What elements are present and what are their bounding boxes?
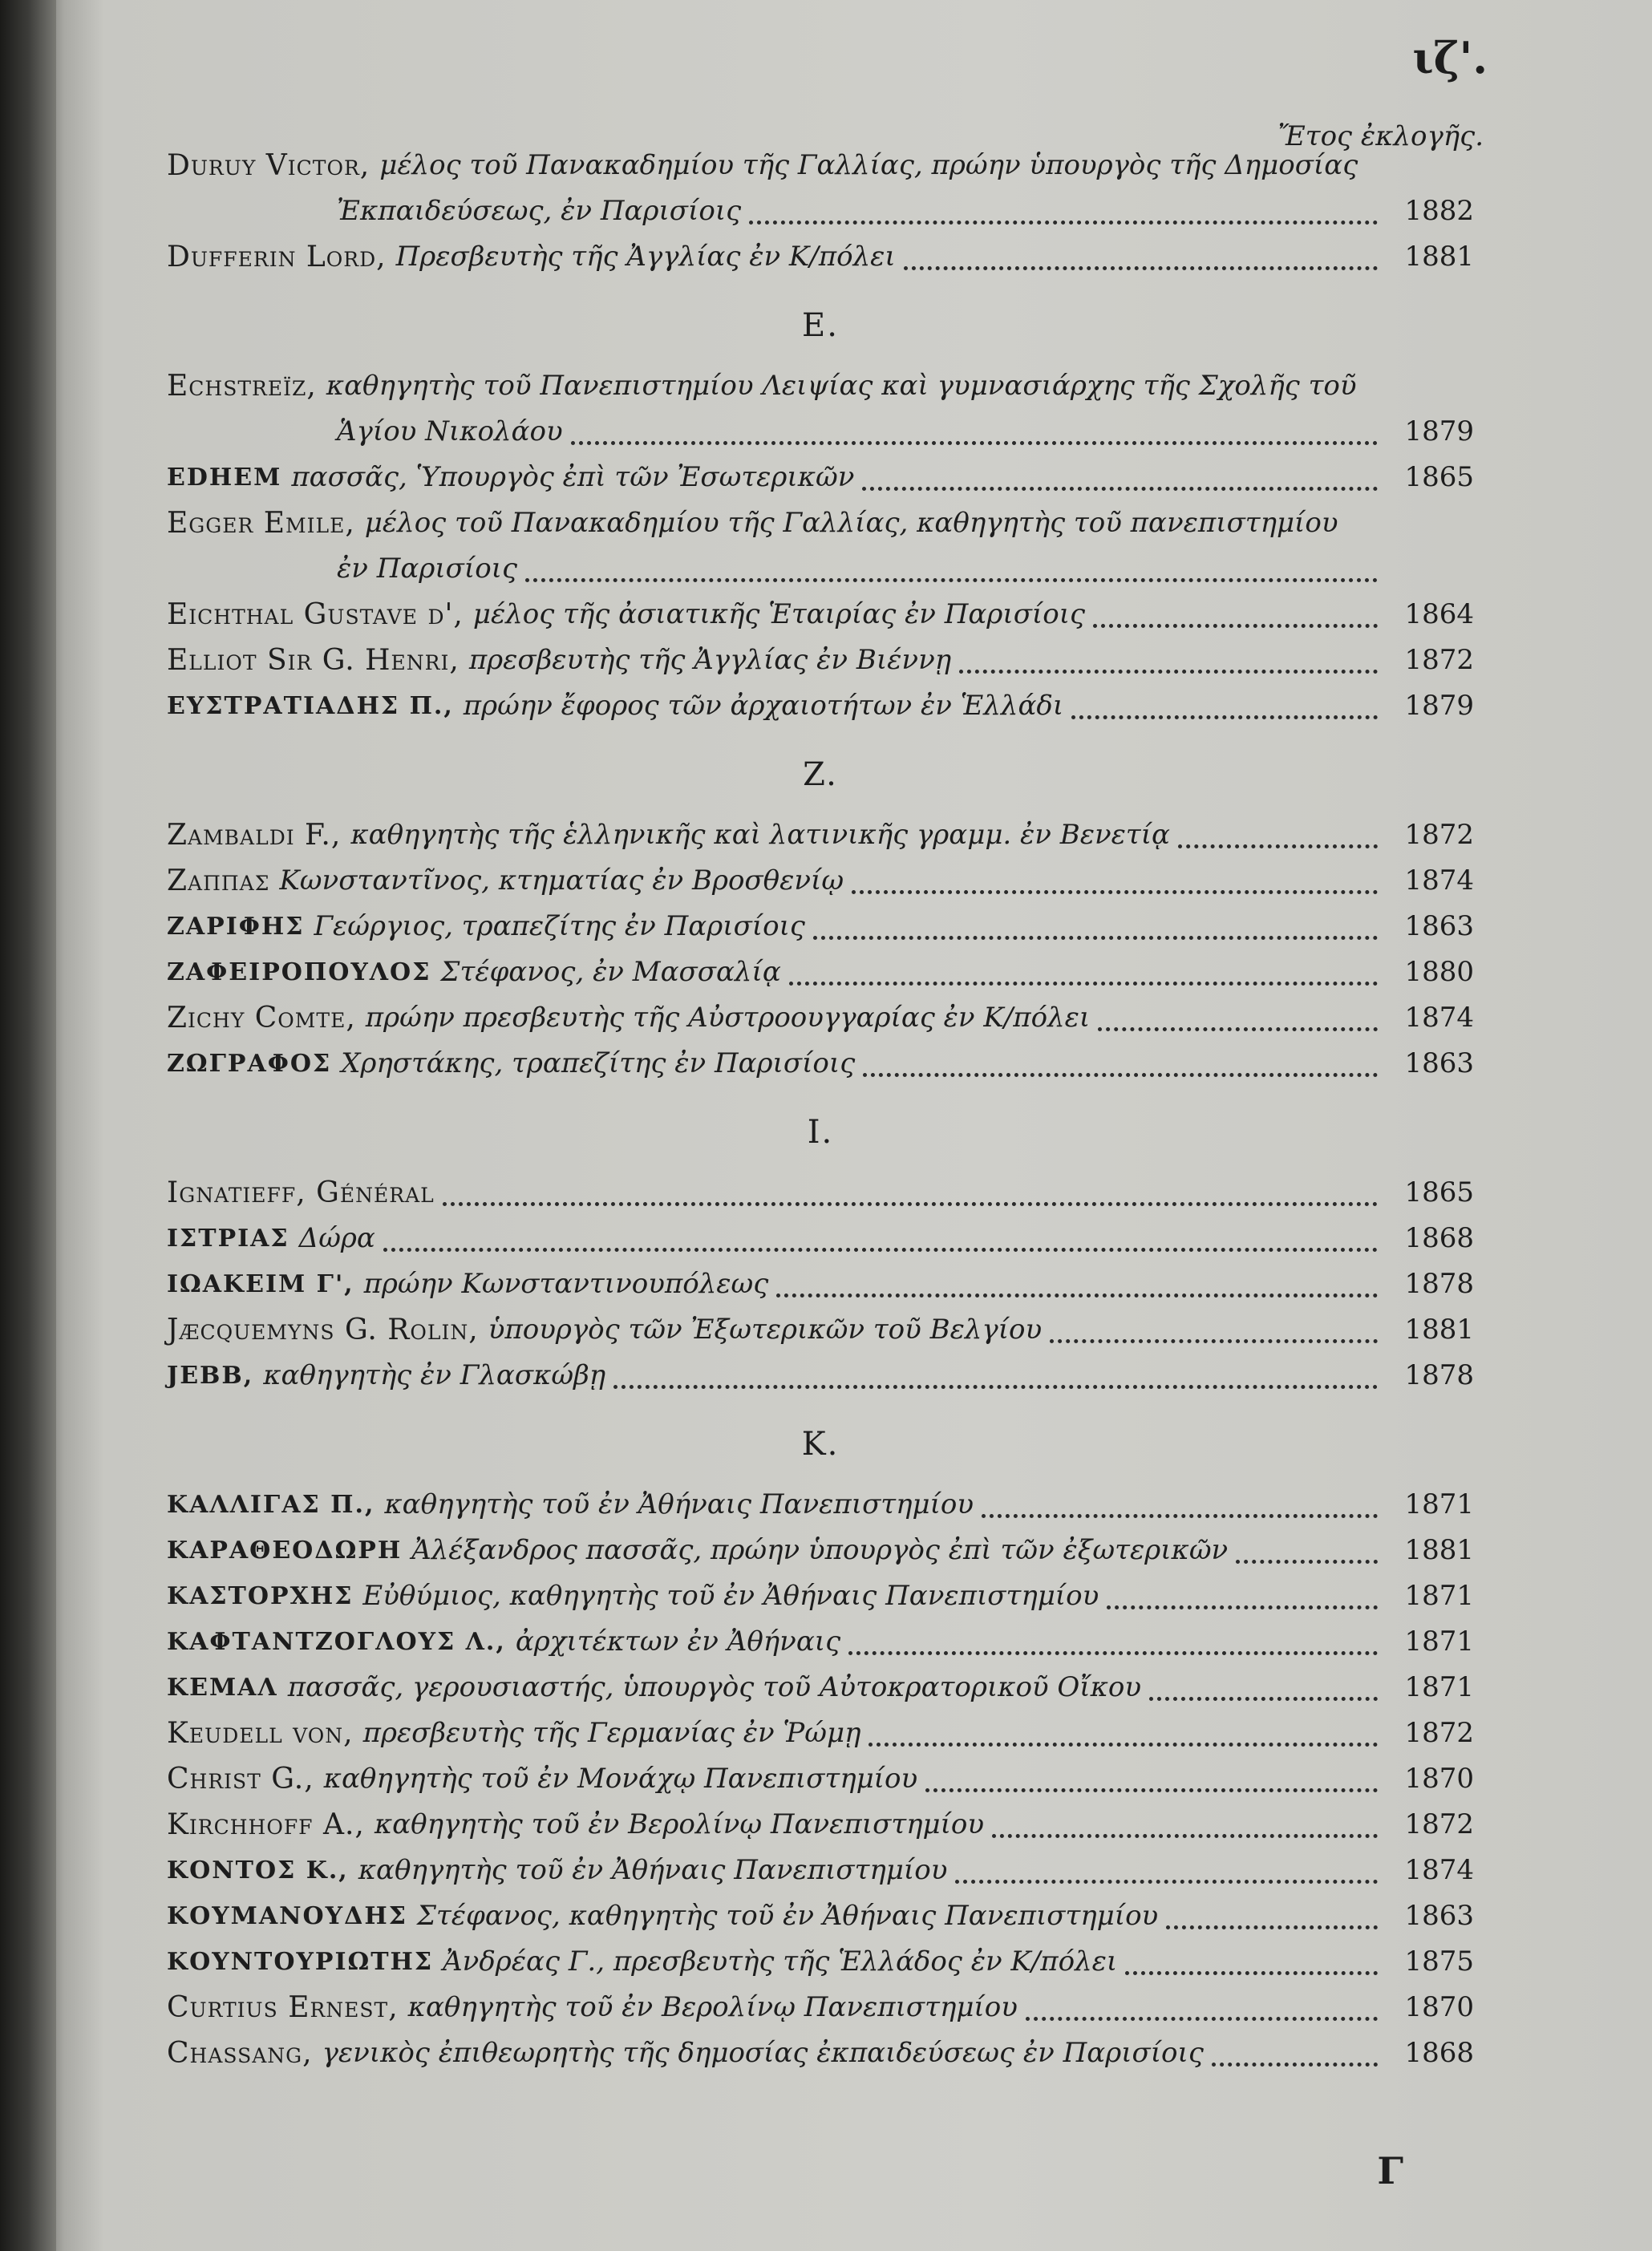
entry-year: 1868 [1404, 2037, 1474, 2069]
entry-name: ΙΣΤΡΙΑΣ [167, 1225, 290, 1253]
leader-dots [1026, 2004, 1378, 2021]
entry-name: Echstreïz, [167, 370, 317, 403]
leader-dots [925, 1775, 1378, 1792]
entry-line [167, 1307, 1474, 1353]
entry-continuation: ἐν Παρισίοις [337, 553, 518, 585]
entry-line [167, 858, 1474, 904]
leader-dots [869, 1730, 1378, 1747]
entry-name: ΖΩΓΡΑΦΟΣ [167, 1050, 332, 1078]
list-entry [167, 2030, 1474, 2076]
entry-description: Κωνσταντῖνος, κτηματίας ἐν Βροσθενίῳ [279, 864, 844, 897]
entry-description: γενικὸς ἐπιθεωρητὴς τῆς δημοσίας ἐκπαιδεύσεως ἐν Παρισίοις [322, 2037, 1204, 2069]
entry-year: 1881 [1404, 1314, 1474, 1346]
entry-year: 1880 [1404, 956, 1474, 988]
entry-year: 1871 [1404, 1580, 1474, 1612]
member-list [167, 143, 1474, 2076]
list-entry [167, 1528, 1474, 1573]
entry-year: 1872 [1404, 819, 1474, 851]
entry-line [167, 904, 1474, 949]
list-entry [167, 638, 1474, 683]
entry-line [167, 2030, 1474, 2076]
entry-description: πρεσβευτὴς τῆς Γερμανίας ἐν Ῥώμῃ [362, 1717, 861, 1749]
entry-description: πρώην ἔφορος τῶν ἀρχαιοτήτων ἐν Ἑλλάδι [463, 690, 1064, 722]
list-entry [167, 1170, 1474, 1216]
entry-description: ἀρχιτέκτων ἐν Ἀθήναις [515, 1625, 841, 1658]
entry-continuation: Ἐκπαιδεύσεως, ἐν Παρισίοις [337, 195, 742, 227]
entry-year: 1882 [1404, 195, 1474, 227]
list-entry [167, 1216, 1474, 1261]
entry-year: 1871 [1404, 1625, 1474, 1658]
list-entry [167, 1619, 1474, 1665]
entry-description: καθηγητὴς τοῦ ἐν Ἀθήναις Πανεπιστημίου [358, 1854, 948, 1886]
entry-description: Πρεσβευτὴς τῆς Ἀγγλίας ἐν Κ/πόλει [395, 241, 896, 273]
entry-description: Ἀλέξανδρος πασσᾶς, πρώην ὑπουργὸς ἐπὶ τῶν ἐξωτερικῶν [411, 1534, 1229, 1566]
leader-dots [863, 1060, 1378, 1077]
leader-dots [862, 474, 1378, 491]
entry-line [167, 1482, 1474, 1528]
entry-description: Στέφανος, ἐν Μασσαλίᾳ [440, 956, 781, 988]
leader-dots [749, 208, 1378, 225]
entry-name: ΚΟΥΜΑΝΟΥΔΗΣ [167, 1902, 407, 1930]
leader-dots [904, 253, 1378, 270]
entry-line [167, 812, 1474, 858]
leader-dots [1178, 832, 1378, 848]
list-entry [167, 812, 1474, 858]
list-entry [167, 1482, 1474, 1528]
entry-line [167, 143, 1474, 188]
entry-name: Elliot Sir G. Henri, [167, 644, 460, 677]
leader-dots [613, 1372, 1378, 1389]
entry-name: Eichthal Gustave d', [167, 598, 464, 631]
entry-description: πρεσβευτὴς τῆς Ἀγγλίας ἐν Βιέννῃ [468, 644, 952, 676]
leader-dots [1071, 702, 1378, 719]
entry-description: καθηγητὴς τοῦ Πανεπιστημίου Λειψίας καὶ γυμνασιάρχης τῆς Σχολῆς τοῦ [326, 370, 1357, 402]
entry-line [167, 1216, 1474, 1261]
leader-dots [1050, 1326, 1378, 1343]
entry-line [167, 592, 1474, 638]
entry-description: ὑπουργὸς τῶν Ἐξωτερικῶν τοῦ Βελγίου [488, 1314, 1043, 1346]
entry-year: 1874 [1404, 1854, 1474, 1886]
entry-year: 1879 [1404, 690, 1474, 722]
printer-signature: Γ [1377, 2149, 1403, 2192]
entry-description: μέλος τοῦ Πανακαδημίου τῆς Γαλλίας, καθηγητὴς τοῦ πανεπιστημίου [364, 507, 1338, 539]
entry-name: Duruy Victor, [167, 149, 370, 182]
leader-dots [1098, 1014, 1378, 1031]
list-entry [167, 1665, 1474, 1711]
entry-description: καθηγητὴς τῆς ἑλληνικῆς καὶ λατινικῆς γραμμ. ἐν Βενετίᾳ [350, 819, 1171, 851]
entry-name: Christ G., [167, 1763, 314, 1796]
section-letter: I. [807, 1114, 834, 1151]
entry-description: πασσᾶς, γερουσιαστής, ὑπουργὸς τοῦ Αὐτοκρατορικοῦ Οἴκου [287, 1671, 1142, 1703]
entry-name: Dufferin Lord, [167, 241, 387, 273]
entry-year: 1863 [1404, 1047, 1474, 1079]
list-entry [167, 1307, 1474, 1353]
list-entry [167, 1041, 1474, 1087]
entry-year: 1878 [1404, 1268, 1474, 1300]
entry-name: ΕΥΣΤΡΑΤΙΑΔΗΣ Π., [167, 692, 454, 720]
entry-year: 1863 [1404, 1900, 1474, 1932]
entry-line [167, 949, 1474, 995]
entry-year: 1879 [1404, 415, 1474, 447]
entry-year: 1871 [1404, 1488, 1474, 1520]
entry-description: μέλος τοῦ Πανακαδημίου τῆς Γαλλίας, πρώην ὑπουργὸς τῆς Δημοσίας [379, 149, 1358, 181]
entry-description: καθηγητὴς τοῦ ἐν Βερολίνῳ Πανεπιστημίου [407, 1991, 1018, 2023]
leader-dots [1212, 2050, 1378, 2067]
entry-description: πρώην πρεσβευτὴς τῆς Αὐστροουγγαρίας ἐν Κ/πόλει [365, 1002, 1091, 1034]
entry-year: 1875 [1404, 1945, 1474, 1978]
entry-description: Εὐθύμιος, καθηγητὴς τοῦ ἐν Ἀθήναις Πανεπιστημίου [362, 1580, 1099, 1612]
list-entry [167, 234, 1474, 280]
leader-dots [776, 1281, 1378, 1298]
entry-line [167, 1170, 1474, 1216]
entry-name: Jæcquemyns G. Rolin, [167, 1314, 479, 1346]
list-entry [167, 1802, 1474, 1848]
leader-dots [1236, 1547, 1378, 1564]
list-entry [167, 1939, 1474, 1985]
entry-line [167, 500, 1474, 546]
leader-dots [571, 428, 1378, 445]
entry-line [167, 683, 1474, 729]
list-entry [167, 1756, 1474, 1802]
entry-line [167, 638, 1474, 683]
list-entry [167, 1573, 1474, 1619]
section-letter: E. [802, 307, 839, 344]
leader-dots [525, 565, 1378, 582]
page-folio: ιζ'. [1412, 32, 1488, 83]
entry-line [167, 1665, 1474, 1711]
entry-line [167, 995, 1474, 1041]
entry-year: 1863 [1404, 910, 1474, 942]
list-entry [167, 1893, 1474, 1939]
entry-name: Ignatieff, Général [167, 1176, 435, 1209]
entry-line [167, 1261, 1474, 1307]
entry-name: ΚΟΝΤΟΣ Κ., [167, 1856, 349, 1885]
leader-dots [852, 877, 1378, 894]
leader-dots [955, 1867, 1378, 1884]
entry-description: Δώρα [298, 1222, 375, 1254]
section-letter: Z. [803, 756, 838, 793]
leader-dots [1107, 1593, 1378, 1609]
entry-year: 1881 [1404, 241, 1474, 273]
list-entry [167, 949, 1474, 995]
entry-year: 1872 [1404, 1808, 1474, 1840]
entry-name: Ζαππας [167, 864, 270, 897]
list-entry [167, 1848, 1474, 1893]
entry-description: πρώην Κωνσταντινουπόλεως [363, 1268, 769, 1300]
list-entry [167, 1711, 1474, 1756]
entry-line [167, 1939, 1474, 1985]
entry-year: 1864 [1404, 598, 1474, 630]
entry-name: JEBB, [167, 1362, 254, 1390]
book-spine-shadow [0, 0, 56, 2251]
entry-line [167, 1802, 1474, 1848]
entry-description: Ἀνδρέας Γ., πρεσβευτὴς τῆς Ἑλλάδος ἐν Κ/πόλει [443, 1945, 1118, 1978]
list-entry [167, 683, 1474, 729]
list-entry [167, 1261, 1474, 1307]
entry-year: 1881 [1404, 1534, 1474, 1566]
entry-year: 1872 [1404, 644, 1474, 676]
list-entry [167, 1985, 1474, 2030]
entry-line [167, 1619, 1474, 1665]
entry-continuation-line [167, 546, 1474, 592]
entry-line [167, 1893, 1474, 1939]
entry-name: ΚΟΥΝΤΟΥΡΙΩΤΗΣ [167, 1948, 434, 1976]
entry-name: Curtius Ernest, [167, 1991, 399, 2024]
entry-description: Χρηστάκης, τραπεζίτης ἐν Παρισίοις [341, 1047, 856, 1079]
list-entry [167, 1353, 1474, 1399]
list-entry [167, 455, 1474, 500]
list-entry [167, 904, 1474, 949]
entry-line [167, 1985, 1474, 2030]
leader-dots [1093, 611, 1378, 628]
entry-name: Egger Emile, [167, 507, 355, 540]
entry-line [167, 1711, 1474, 1756]
leader-dots [383, 1235, 1378, 1252]
leader-dots [1125, 1958, 1378, 1975]
entry-name: ΚΑΛΛΙΓΑΣ Π., [167, 1491, 375, 1519]
list-entry [167, 143, 1474, 234]
leader-dots [982, 1501, 1378, 1518]
leader-dots [443, 1189, 1378, 1206]
entry-name: ΖΑΡΙΦΗΣ [167, 913, 305, 941]
entry-name: EDHEM [167, 464, 282, 492]
entry-year: 1870 [1404, 1763, 1474, 1795]
entry-description: καθηγητὴς τοῦ ἐν Μονάχῳ Πανεπιστημίου [323, 1763, 918, 1795]
entry-line [167, 1353, 1474, 1399]
entry-name: ΙΩΑΚΕΙΜ Γ', [167, 1270, 354, 1298]
entry-description: καθηγητὴς ἐν Γλασκώβῃ [263, 1359, 606, 1391]
leader-dots [789, 969, 1378, 986]
entry-line [167, 1041, 1474, 1087]
entry-description: πασσᾶς, Ὑπουργὸς ἐπὶ τῶν Ἐσωτερικῶν [291, 461, 855, 493]
entry-description: Στέφανος, καθηγητὴς τοῦ ἐν Ἀθήναις Πανεπιστημίου [416, 1900, 1159, 1932]
leader-dots [813, 923, 1378, 940]
entry-year: 1872 [1404, 1717, 1474, 1749]
entry-line [167, 1573, 1474, 1619]
entry-year: 1865 [1404, 461, 1474, 493]
entry-name: Kirchhoff A., [167, 1808, 365, 1841]
entry-year: 1878 [1404, 1359, 1474, 1391]
leader-dots [959, 657, 1378, 674]
entry-description: καθηγητὴς τοῦ ἐν Ἀθήναις Πανεπιστημίου [384, 1488, 974, 1520]
list-entry [167, 500, 1474, 592]
list-entry [167, 363, 1474, 455]
entry-continuation-line [167, 188, 1474, 234]
leader-dots [1149, 1684, 1378, 1701]
entry-year: 1868 [1404, 1222, 1474, 1254]
entry-description: καθηγητὴς τοῦ ἐν Βερολίνῳ Πανεπιστημίου [374, 1808, 985, 1840]
entry-description: Γεώργιος, τραπεζίτης ἐν Παρισίοις [314, 910, 805, 942]
column-header-year: Ἔτος ἐκλογῆς. [1277, 120, 1484, 152]
entry-line [167, 1528, 1474, 1573]
entry-line [167, 363, 1474, 409]
section-letter: K. [801, 1426, 840, 1463]
entry-name: ΚΑΦΤΑΝΤΖΟΓΛΟΥΣ Λ., [167, 1628, 506, 1656]
entry-name: Zambaldi F., [167, 819, 342, 852]
entry-name: Chassang, [167, 2037, 313, 2070]
entry-year: 1874 [1404, 1002, 1474, 1034]
entry-name: ΚΑΣΤΟΡΧΗΣ [167, 1582, 354, 1610]
entry-line [167, 1848, 1474, 1893]
entry-description: μέλος τῆς ἀσιατικῆς Ἑταιρίας ἐν Παρισίοις [472, 598, 1086, 630]
entry-name: ΚΕΜΑΛ [167, 1674, 278, 1702]
list-entry [167, 858, 1474, 904]
entry-year: 1865 [1404, 1176, 1474, 1208]
entry-line [167, 1756, 1474, 1802]
leader-dots [992, 1821, 1378, 1838]
entry-continuation: Ἁγίου Νικολάου [337, 415, 563, 447]
entry-line [167, 234, 1474, 280]
leader-dots [1166, 1913, 1378, 1929]
entry-continuation-line [167, 409, 1474, 455]
entry-year: 1871 [1404, 1671, 1474, 1703]
entry-line [167, 455, 1474, 500]
entry-name: Zichy Comte, [167, 1002, 356, 1034]
entry-year: 1870 [1404, 1991, 1474, 2023]
list-entry [167, 995, 1474, 1041]
entry-name: ΖΑΦΕΙΡΟΠΟΥΛΟΣ [167, 958, 431, 986]
leader-dots [848, 1638, 1378, 1655]
entry-name: ΚΑΡΑΘΕΟΔΩΡΗ [167, 1536, 403, 1565]
entry-name: Keudell von, [167, 1717, 354, 1750]
entry-year: 1874 [1404, 864, 1474, 897]
list-entry [167, 592, 1474, 638]
